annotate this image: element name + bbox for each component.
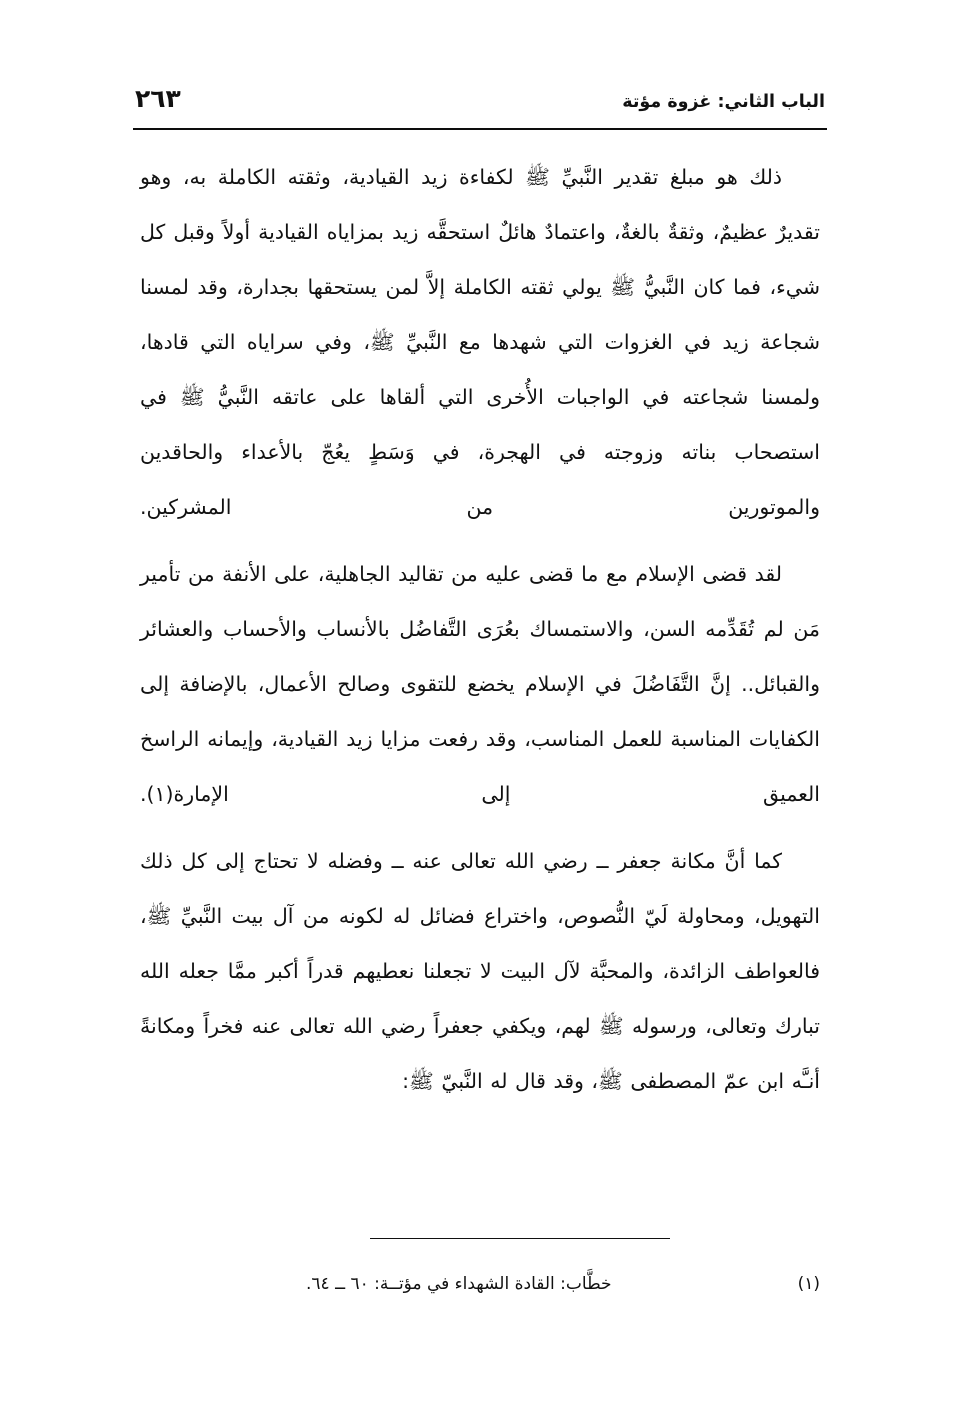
footnote-text: خطَّاب: القادة الشهداء في مؤتــة: ٦٠ ــ ٦٤. [306, 1274, 612, 1294]
paragraph: كما أنَّ مكانة جعفر ــ رضي الله تعالى عنه ــ وفضله لا تحتاج إلى كل ذلك التهويل، ومحاولة لَيّ النُّصوص، واختراع فضائل له لكونه من آل بيت النَّبيِّ ﷺ، فالعواطف الزائدة، والمحبَّة لآل البيت لا تجعلنا نعطيهم قدراً أكبر ممَّا جعله الله تبارك وتعالى، ورسوله ﷺ لهم، ويكفي جعفراً رضي الله تعالى عنه فخراً ومكانةً أنـَّه ابن عمّ المصطفى ﷺ، وقد قال له النَّبيّ ﷺ: [140, 849, 820, 1093]
footnote-divider [370, 1238, 670, 1239]
paragraph: لقد قضى الإسلام مع ما قضى عليه من تقاليد الجاهلية، على الأنفة من تأمير مَن لم تُقَدِّمه السن، والاستمساك بعُرَى التَّفاضُل بالأنساب والأحساب والعشائر والقبائل.. إنَّ التَّفَاضُلَ في الإسلام يخضع للتقوى وصالح الأعمال، بالإضافة إلى الكفايات المناسبة للعمل المناسب، وقد رفعت مزايا زيد القيادية، وإيمانه الراسخ العميق إلى الإمارة(١). [140, 562, 820, 806]
paragraph: ذلك هو مبلغ تقدير النَّبيِّ ﷺ لكفاءة زيد القيادية، وثقته الكاملة به، وهو تقديرٌ عظيمٌ، وثقةٌ بالغةٌ، واعتمادٌ هائلٌ استحقَّه زيد بمزاياه القيادية أولاً وقبل كل شيء، فما كان النَّبيُّ ﷺ يولي ثقته الكاملة إلاَّ لمن يستحقها بجدارة، وقد لمسنا شجاعة زيد في الغزوات التي شهدها مع النَّبيِّ ﷺ، وفي سراياه التي قادها، ولمسنا شجاعته في الواجبات الأُخرى التي ألقاها على عاتقه النَّبيُّ ﷺ في استصحاب بناته وزوجته في الهجرة، في وَسَطٍ يعُجّ بالأعداء والحاقدين والموتورين من المشركين. [140, 165, 820, 519]
header-title: الباب الثاني: غزوة مؤتة [622, 92, 825, 112]
page-number: ٢٦٣ [135, 84, 181, 113]
footnote-marker: (١) [797, 1274, 820, 1294]
page-body [140, 150, 820, 1121]
header-divider [133, 128, 827, 130]
footnote [140, 1267, 820, 1301]
page-header [135, 84, 825, 113]
